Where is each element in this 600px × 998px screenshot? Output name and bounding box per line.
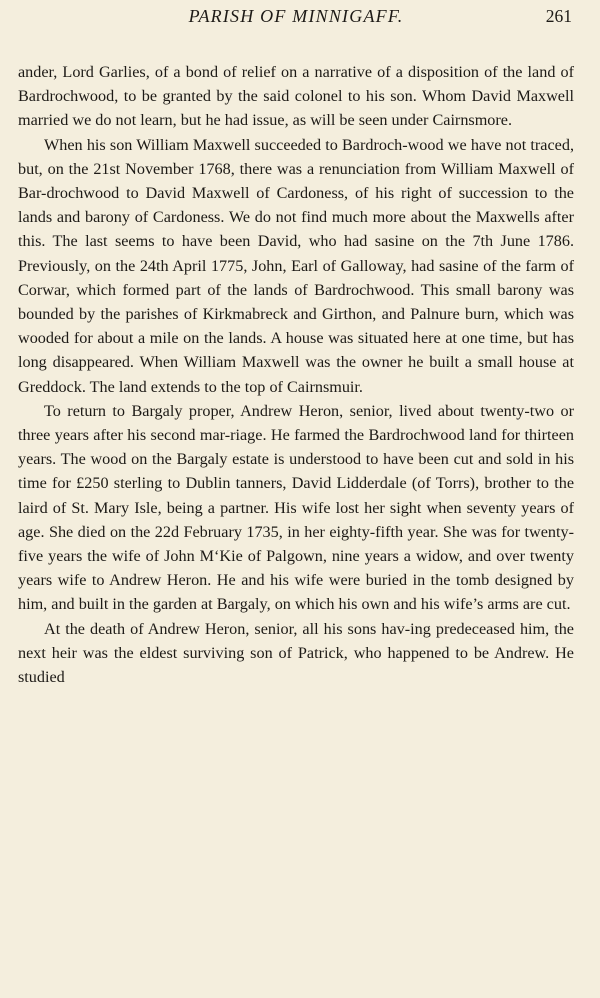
paragraph-4: At the death of Andrew Heron, senior, all his sons hav-ing predeceased him, the next heir was the eldest surviving son of Patrick, who happened to be Andrew. He studied xyxy=(18,619,574,687)
running-head xyxy=(18,4,574,34)
running-title: PARISH OF MINNIGAFF. xyxy=(188,6,404,26)
page-number: 261 xyxy=(545,6,572,26)
paragraph-2: When his son William Maxwell succeeded to Bardroch-wood we have not traced, but, on the 21st November 1768, there was a renunciation from William Maxwell of Bar-drochwood to David Maxwell of Cardoness, of his right of succession to the lands and barony of Cardoness. We do not find much more about the Maxwells after this. The last seems to have been David, who had sasine on the 7th June 1786. Previously, on the 24th April 1775, John, Earl of Galloway, had sasine of the farm of Corwar, which formed part of the lands of Bardrochwood. This small barony was bounded by the parishes of Kirkmabreck and Girthon, and Palnure burn, which was wooded for about a mile on the lands. A house was situated here at one time, but has long disappeared. When William Maxwell was the owner he built a small house at Greddock. The land extends to the top of Cairnsmuir. xyxy=(18,135,574,396)
paragraph-1: ander, Lord Garlies, of a bond of relief on a narrative of a disposition of the land of Bardrochwood, to be granted by the said colonel to his son. Whom David Maxwell married we do not learn, but he had issue, as will be seen under Cairnsmore. xyxy=(18,63,574,130)
paragraph-3: To return to Bargaly proper, Andrew Heron, senior, lived about twenty-two or three years after his second mar-riage. He farmed the Bardrochwood land for thirteen years. The wood on the Bargaly estate is understood to have been cut and sold in his time for £250 sterling to Dublin tanners, David Lidderdale (of Torrs), brother to the laird of St. Mary Isle, being a partner. His wife lost her sight when seventy years of age. She died on the 22d February 1735, in her eighty-fifth year. She was for twenty-five years the wife of John M‘Kie of Palgown, nine years a widow, and over twenty years wife to Andrew Heron. He and his wife were buried in the tomb designed by him, and built in the garden at Bargaly, on which his own and his wife’s arms are cut. xyxy=(18,401,574,614)
